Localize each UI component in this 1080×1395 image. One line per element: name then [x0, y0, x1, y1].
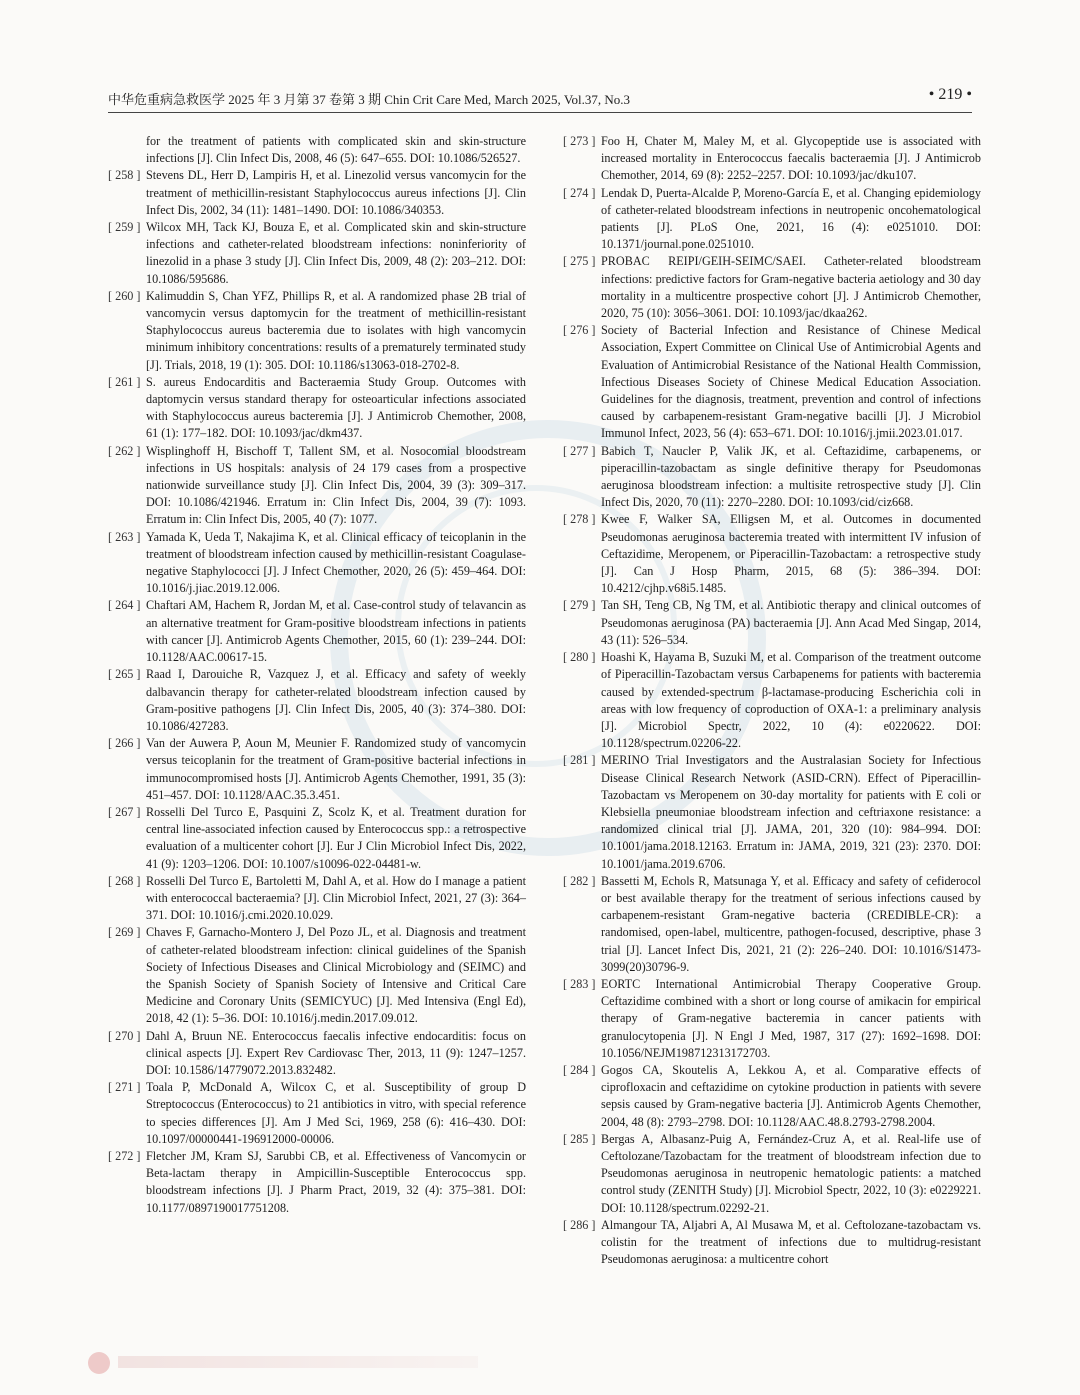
reference-item — [108, 873, 526, 925]
reference-text: Almangour TA, Aljabri A, Al Musawa M, et al. Ceftolozane-tazobactam vs. colistin for the treatment of infections due to multidrug-resistant Pseudomonas aeruginosa: a multicentre cohort — [601, 1217, 981, 1267]
reference-item — [563, 976, 981, 1062]
reference-item — [108, 374, 526, 443]
reference-item — [108, 443, 526, 529]
reference-number: [ 270 ] — [108, 1028, 141, 1043]
reference-number: [ 271 ] — [108, 1080, 141, 1095]
reference-text: Kalimuddin S, Chan YFZ, Phillips R, et al. A randomized phase 2B trial of vancomycin versus daptomycin for the treatment of methicillin-resistant Staphylococcus aureus bacteremia due to isolates with high vancomycin minimum inhibitory concentrations: results of a prematurely terminated study [J]. Trials, 2018, 19 (1): 305. DOI: 10.1186/s13063-018-2702-8. — [146, 288, 526, 372]
reference-text: Tan SH, Teng CB, Ng TM, et al. Antibiotic therapy and clinical outcomes of Pseudomonas aeruginosa (PA) bacteraemia [J]. Ann Acad Med Singap, 2014, 43 (11): 526–534. — [601, 598, 981, 647]
reference-number: [ 282 ] — [563, 873, 596, 888]
running-header — [108, 86, 972, 113]
reference-number: [ 278 ] — [563, 512, 596, 527]
journal-citation-line: 中华危重病急救医学 2025 年 3 月第 37 卷第 3 期 Chin Crit Care Med, March 2025, Vol.37, No.3 — [108, 92, 631, 107]
reference-number: [ 268 ] — [108, 873, 141, 888]
reference-number: [ 269 ] — [108, 925, 141, 940]
reference-text: Wilcox MH, Tack KJ, Bouza E, et al. Complicated skin and skin-structure infections and catheter-related bloodstream infections: noninferiority of linezolid in a phase 3 study [J]. Clin Infect Dis, 2009, 48 (2): 203–212. DOI: 10.1086/595686. — [146, 220, 526, 286]
reference-text: Gogos CA, Skoutelis A, Lekkou A, et al. Comparative effects of ciprofloxacin and ceftazidime on cytokine production in patients with severe sepsis caused by Gram-negative bacteria [J]. Antimicrob Agents Chemother, 2004, 48 (8): 2793–2798. DOI: 10.1128/AAC.48.8.2793-2798.2004. — [601, 1062, 981, 1129]
reference-text: Wisplinghoff H, Bischoff T, Tallent SM, et al. Nosocomial bloodstream infections in US hospitals: analysis of 24 179 cases from a prospective nationwide surveillance study [J]. Clin Infect Dis, 2004, 39 (3): 309–317. DOI: 10.1086/421946. Erratum in: Clin Infect Dis, 2004, 39 (7): 1093. Erratum in: Clin Infect Dis, 2005, 40 (7): 1077. — [146, 443, 526, 527]
reference-item — [108, 1148, 526, 1217]
reference-item — [563, 1131, 981, 1217]
reference-number: [ 261 ] — [108, 374, 141, 389]
reference-number: [ 286 ] — [563, 1217, 596, 1232]
reference-item — [563, 873, 981, 976]
reference-item — [108, 735, 526, 804]
reference-item — [108, 666, 526, 735]
publisher-watermark-text — [118, 1356, 478, 1368]
reference-item — [563, 133, 981, 185]
reference-number: [ 264 ] — [108, 598, 141, 613]
reference-number: [ 283 ] — [563, 976, 596, 991]
reference-text: EORTC International Antimicrobial Therapy Cooperative Group. Ceftazidime combined with a short or long course of amikacin for empirical therapy of Gram-negative bacteremia in cancer patients with granulocytopenia [J]. N Engl J Med, 1987, 317 (27): 1692–1698. DOI: 10.1056/NEJM198712313172703. — [601, 976, 981, 1060]
reference-column-left — [108, 133, 526, 1217]
reference-text: PROBAC REIPI/GEIH-SEIMC/SAEI. Catheter-related bloodstream infections: predictive factors for Gram-negative bacteria aetiology and 30 day mortality in a multicentre prospective cohort [J]. J Antimicrob Chemother, 2020, 75 (10): 3056–3061. DOI: 10.1093/jac/dkaa262. — [601, 254, 981, 321]
reference-item — [563, 185, 981, 254]
reference-text: MERINO Trial Investigators and the Australasian Society for Infectious Disease Clinical Research Network (ASID-CRN). Effect of Piperacillin-Tazobactam vs Meropenem on 30-day mortality for patients with E coli or Klebsiella pneumoniae bloodstream infection and ceftriaxone resistance: a randomized clinical trial [J]. JAMA, 201, 320 (10): 984–994. DOI: 10.1001/jama.2018.12163. Erratum in: JAMA, 2019, 321 (23): 2370. DOI: 10.1001/jama.2019.6706. — [601, 753, 981, 871]
reference-text: Chaves F, Garnacho-Montero J, Del Pozo JL, et al. Diagnosis and treatment of catheter-related bloodstream infection: clinical guidelines of the Spanish Society of Infectious Diseases and Clinical Microbiology and (SEIMC) and the Spanish Society of Spanish Society of Intensive and Critical Care Medicine and Coronary Units (SEMICYUC) [J]. Med Intensiva (Engl Ed), 2018, 42 (1): 5–36. DOI: 10.1016/j.medin.2017.09.012. — [146, 925, 526, 1026]
reference-text: Dahl A, Bruun NE. Enterococcus faecalis infective endocarditis: focus on clinical aspects [J]. Expert Rev Cardiovasc Ther, 2013, 11 (9): 1247–1257. DOI: 10.1586/14779072.2013.832482. — [146, 1028, 526, 1077]
reference-text: Foo H, Chater M, Maley M, et al. Glycopeptide use is associated with increased mortality in Enterococcus faecalis bacteraemia [J]. J Antimicrob Chemother, 2014, 69 (8): 2252–2257. DOI: 10.1093/jac/dku107. — [601, 134, 981, 183]
reference-text: Bergas A, Albasanz-Puig A, Fernández-Cruz A, et al. Real-life use of Ceftolozane/Tazobactam for the treatment of bloodstream infection due to Pseudomonas aeruginosa in neutropenic hematologic patients: a matched control study (ZENITH Study) [J]. Microbiol Spectr, 2022, 10 (3): e0229221. DOI: 10.1128/spectrum.02292-21. — [601, 1131, 981, 1215]
reference-number: [ 275 ] — [563, 254, 596, 269]
reference-text: Rosselli Del Turco E, Bartoletti M, Dahl A, et al. How do I manage a patient with enterococcal bacteraemia? [J]. Clin Microbiol Infect, 2021, 27 (3): 364–371. DOI: 10.1016/j.cmi.2020.10.029. — [146, 873, 526, 923]
reference-number: [ 267 ] — [108, 804, 141, 819]
reference-item — [108, 219, 526, 288]
reference-item — [563, 597, 981, 649]
reference-text: Bassetti M, Echols R, Matsunaga Y, et al. Efficacy and safety of cefiderocol or best available therapy for the treatment of serious infections caused by carbapenem-resistant Gram-negative bacteria (CREDIBLE-CR): a randomised, open-label, multicentre, pathogen-focused, descriptive, phase 3 trial [J]. Lancet Infect Dis, 2021, 21 (2): 226–240. DOI: 10.1016/S1473-3099(20)30796-9. — [601, 873, 981, 974]
reference-text: Kwee F, Walker SA, Elligsen M, et al. Outcomes in documented Pseudomonas aeruginosa bacteremia treated with intermittent IV infusion of Ceftazidime, Meropenem, or Piperacillin-Tazobactam: a retrospective study [J]. Can J Hosp Pharm, 2015, 68 (5): 386–394. DOI: 10.4212/cjhp.v68i5.1485. — [601, 512, 981, 596]
reference-number: [ 265 ] — [108, 667, 141, 682]
reference-number: [ 260 ] — [108, 288, 141, 303]
reference-number: [ 277 ] — [563, 443, 596, 458]
reference-number: [ 259 ] — [108, 220, 141, 235]
publisher-logo — [88, 1352, 110, 1374]
reference-item — [563, 649, 981, 752]
page-number: • 219 • — [928, 86, 972, 103]
reference-item — [108, 529, 526, 598]
reference-text: Stevens DL, Herr D, Lampiris H, et al. Linezolid versus vancomycin for the treatment of methicillin-resistant Staphylococcus aureus infections [J]. Clin Infect Dis, 2002, 34 (11): 1481–1490. DOI: 10.1086/340353. — [146, 168, 526, 217]
reference-text: Toala P, McDonald A, Wilcox C, et al. Susceptibility of group D Streptococcus (Enterococcus) to 21 antibiotics in vitro, with special reference to species differences [J]. Am J Med Sci, 1969, 258 (6): 416–430. DOI: 10.1097/00000441-196912000-00006. — [146, 1080, 526, 1146]
reference-number: [ 263 ] — [108, 529, 141, 544]
reference-text: Fletcher JM, Kram SJ, Sarubbi CB, et al. Effectiveness of Vancomycin or Beta-lactam therapy in Ampicillin-Susceptible Enterococcus spp. bloodstream infections [J]. J Pharm Pract, 2019, 32 (4): 375–381. DOI: 10.1177/0897190017751208. — [146, 1148, 526, 1215]
reference-item — [563, 322, 981, 442]
reference-item — [563, 443, 981, 512]
reference-item — [563, 511, 981, 597]
reference-number: [ 280 ] — [563, 650, 596, 665]
reference-number: [ 262 ] — [108, 443, 141, 458]
reference-number: [ 273 ] — [563, 134, 596, 148]
reference-item — [563, 1217, 981, 1269]
reference-item — [563, 752, 981, 872]
reference-item — [563, 253, 981, 322]
reference-number: [ 272 ] — [108, 1148, 141, 1163]
reference-text: S. aureus Endocarditis and Bacteraemia Study Group. Outcomes with daptomycin versus standard therapy for osteoarticular infections associated with Staphylococcus aureus bacteremia [J]. J Antimicrob Chemother, 2008, 61 (1): 177–182. DOI: 10.1093/jac/dkm437. — [146, 374, 526, 441]
reference-text: Chaftari AM, Hachem R, Jordan M, et al. Case-control study of telavancin as an alternative treatment for Gram-positive bloodstream infections in patients with cancer [J]. Antimicrob Agents Chemother, 2015, 60 (1): 239–244. DOI: 10.1128/AAC.00617-15. — [146, 598, 526, 665]
reference-number: [ 285 ] — [563, 1131, 596, 1146]
reference-text: Hoashi K, Hayama B, Suzuki M, et al. Comparison of the treatment outcome of Piperacillin-Tazobactam versus Carbapenems for patients with bacteremia caused by extended-spectrum β-lactamase-producing Escherichia coli in areas with low frequency of coproduction of OXA-1: a preliminary analysis [J]. Microbiol Spectr, 2022, 10 (4): e0220622. DOI: 10.1128/spectrum.02206-22. — [601, 650, 981, 751]
reference-number: [ 281 ] — [563, 753, 596, 768]
reference-number: [ 279 ] — [563, 598, 596, 613]
reference-continuation: for the treatment of patients with complicated skin and skin-structure infections [J]. Clin Infect Dis, 2008, 46 (5): 647–655. DOI: 10.1086/526527. — [146, 134, 526, 166]
reference-number: [ 258 ] — [108, 168, 141, 183]
reference-text: Yamada K, Ueda T, Nakajima K, et al. Clinical efficacy of teicoplanin in the treatment of bloodstream infection caused by methicillin-resistant Coagulase-negative Staphylococci [J]. J Infect Chemother, 2020, 26 (5): 459–464. DOI: 10.1016/j.jiac.2019.12.006. — [146, 529, 526, 596]
reference-item — [563, 1062, 981, 1131]
reference-text: Babich T, Naucler P, Valik JK, et al. Ceftazidime, carbapenems, or piperacillin-tazobactam as single definitive therapy for Pseudomonas aeruginosa bloodstream infection: a multisite retrospective study [J]. Clin Infect Dis, 2020, 70 (11): 2270–2280. DOI: 10.1093/cid/ciz668. — [601, 443, 981, 510]
reference-number: [ 284 ] — [563, 1062, 596, 1077]
reference-column-right — [563, 133, 981, 1268]
reference-text: Raad I, Darouiche R, Vazquez J, et al. Efficacy and safety of weekly dalbavancin therapy for catheter-related bloodstream infection caused by Gram-positive pathogens [J]. Clin Infect Dis, 2005, 40 (3): 374–380. DOI: 10.1086/427283. — [146, 667, 526, 733]
reference-text: Van der Auwera P, Aoun M, Meunier F. Randomized study of vancomycin versus teicoplanin for the treatment of Gram-positive bacterial infections in immunocompromised hosts [J]. Antimicrob Agents Chemother, 1991, 35 (3): 451–457. DOI: 10.1128/AAC.35.3.451. — [146, 736, 526, 802]
reference-number: [ 276 ] — [563, 323, 596, 338]
reference-item — [108, 167, 526, 219]
reference-item — [108, 288, 526, 374]
reference-number: [ 266 ] — [108, 736, 141, 751]
reference-number: [ 274 ] — [563, 185, 596, 200]
reference-item — [108, 1028, 526, 1080]
reference-text: Lendak D, Puerta-Alcalde P, Moreno-García E, et al. Changing epidemiology of catheter-related bloodstream infections in neutropenic oncohematological patients [J]. PLoS One, 2021, 16 (4): e0251010. DOI: 10.1371/journal.pone.0251010. — [601, 185, 981, 252]
reference-text: Rosselli Del Turco E, Pasquini Z, Scolz K, et al. Treatment duration for central line-associated infection caused by Enterococcus spp.: a retrospective evaluation of a multicenter cohort [J]. Eur J Clin Microbiol Infect Dis, 2022, 41 (9): 1203–1206. DOI: 10.1007/s10096-022-04481-w. — [146, 804, 526, 871]
reference-item — [108, 1079, 526, 1148]
reference-text: Society of Bacterial Infection and Resistance of Chinese Medical Association, Expert Committee on Clinical Use of Antimicrobial Agents and Evaluation of Antimicrobial Resistance of the National Health Commission, Infectious Diseases Society of Chinese Medical Education Association. Guidelines for the diagnosis, treatment, prevention and control of infections caused by carbapenem-resistant Gram-negative bacilli [J]. J Microbiol Immunol Infect, 2023, 56 (4): 653–671. DOI: 10.1016/j.jmii.2023.01.017. — [601, 323, 981, 441]
reference-item — [108, 597, 526, 666]
reference-item — [108, 924, 526, 1027]
reference-item — [108, 804, 526, 873]
